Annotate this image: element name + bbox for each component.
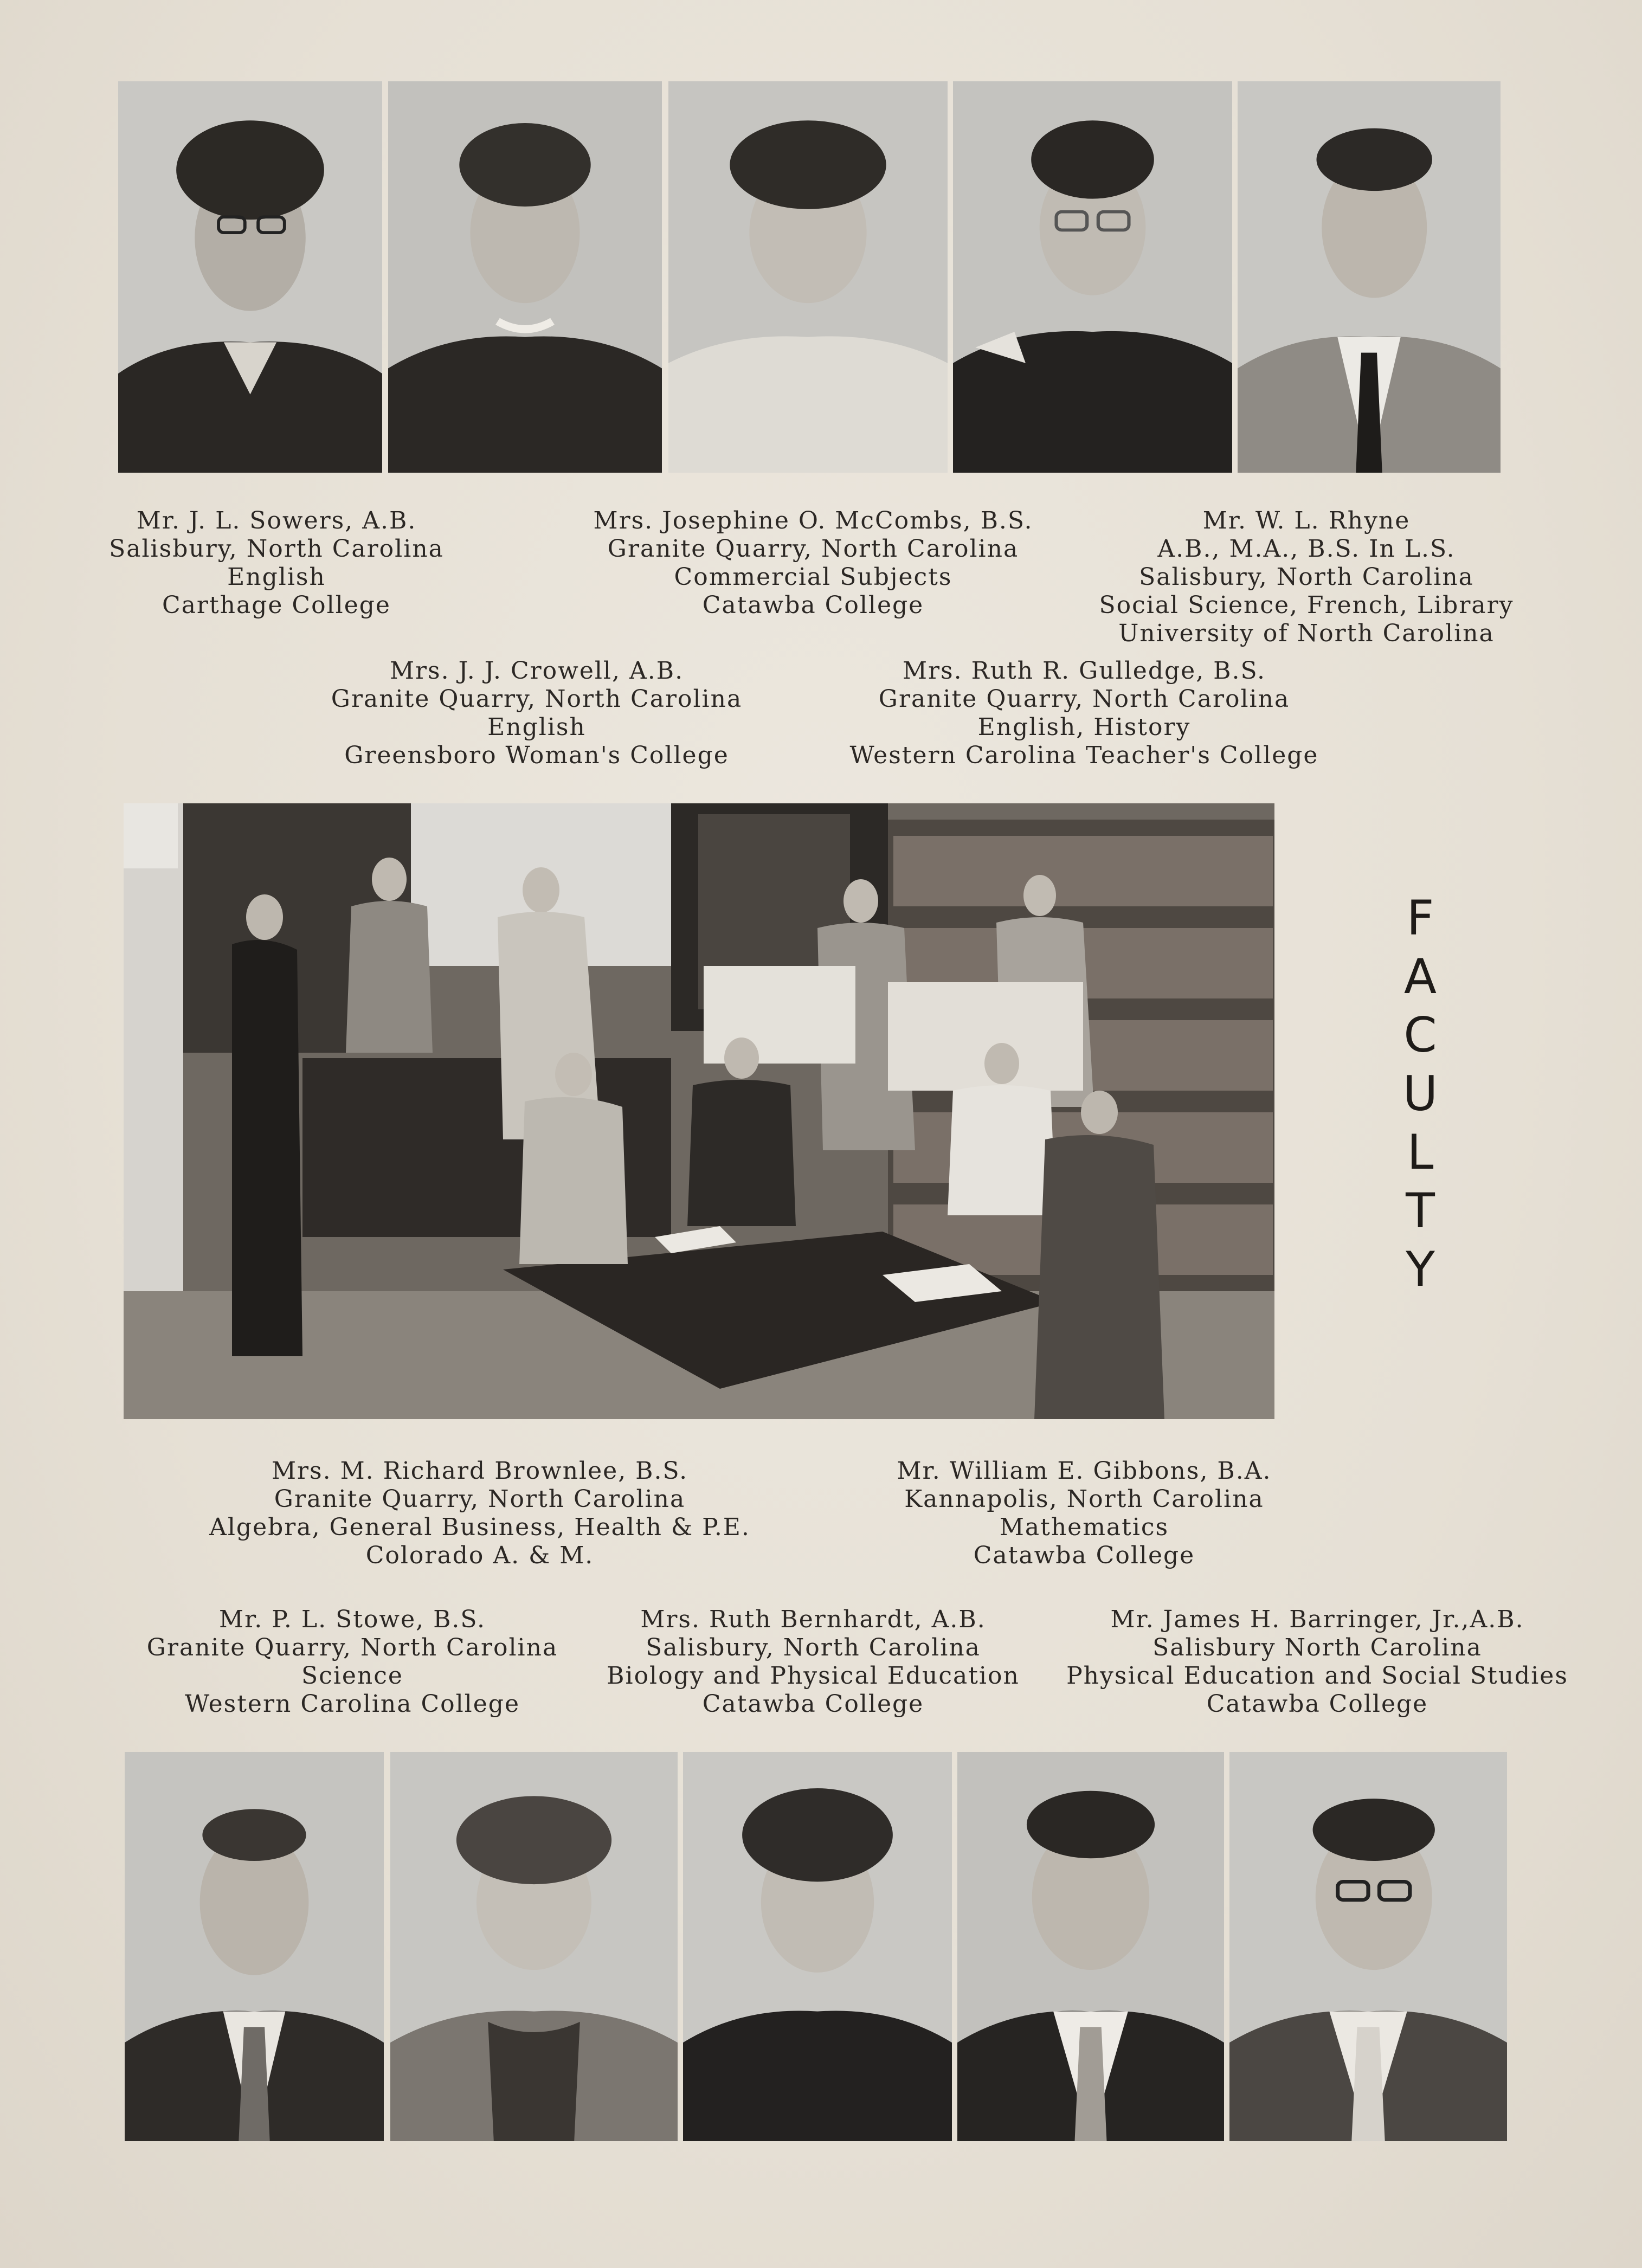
caption-subject: Algebra, General Business, Health & P.E. [209,1513,750,1541]
caption-college: Western Carolina College [184,1690,520,1718]
caption-city: Kannapolis, North Carolina [904,1485,1264,1513]
caption-barringer [1046,1606,1588,1718]
caption-name: Mr. James H. Barringer, Jr.,A.B. [1110,1606,1524,1633]
caption-degrees: A.B., M.A., B.S. In L.S. [1157,535,1456,563]
title-letter: T [1406,1183,1435,1239]
caption-city: Granite Quarry, North Carolina [146,1634,558,1661]
caption-city: Salisbury North Carolina [1152,1634,1482,1661]
portrait-bottom-3 [683,1752,952,2141]
caption-college: Catawba College [702,591,924,619]
caption-brownlee [163,1457,797,1570]
caption-college: Western Carolina Teacher's College [849,742,1319,769]
caption-subject: Social Science, French, Library [1099,591,1514,619]
caption-gibbons [846,1457,1323,1570]
portrait-top-4 [953,81,1232,473]
caption-subject: English, History [977,713,1191,741]
title-letter: U [1402,1066,1438,1122]
caption-subject: Mathematics [999,1513,1169,1541]
caption-subject: English [227,563,326,591]
caption-college: Colorado A. & M. [365,1542,594,1569]
portrait-bottom-1 [125,1752,384,2141]
caption-crowell [304,657,770,770]
portrait-top-3 [668,81,948,473]
caption-college: Carthage College [162,591,391,619]
title-letter: L [1407,1124,1434,1180]
portrait-top-5 [1238,81,1501,473]
caption-name: Mr. J. L. Sowers, A.B. [136,507,417,534]
caption-gulledge [813,657,1355,770]
caption-city: Salisbury, North Carolina [109,535,444,563]
caption-city: Salisbury, North Carolina [1139,563,1474,591]
portrait-bottom-2 [390,1752,678,2141]
title-letter: C [1403,1007,1437,1063]
caption-city: Granite Quarry, North Carolina [607,535,1019,563]
portrait-bottom-5 [1229,1752,1507,2141]
caption-college: Greensboro Woman's College [344,742,729,769]
caption-college: University of North Carolina [1118,620,1495,647]
caption-name: Mr. W. L. Rhyne [1202,507,1411,534]
caption-subject: English [487,713,586,741]
caption-bernhardt [591,1606,1035,1718]
caption-name: Mr. P. L. Stowe, B.S. [219,1606,486,1633]
caption-sowers [87,507,466,620]
faculty-group-photo [124,803,1274,1419]
caption-college: Catawba College [973,1542,1195,1569]
caption-subject: Physical Education and Social Studies [1066,1662,1568,1690]
title-letter: A [1403,949,1437,1004]
portrait-bottom-4 [957,1752,1224,2141]
caption-stowe [119,1606,585,1718]
caption-city: Granite Quarry, North Carolina [878,685,1290,713]
caption-name: Mr. William E. Gibbons, B.A. [897,1457,1272,1485]
section-title-faculty [1390,889,1450,1299]
title-letter: F [1406,890,1434,946]
caption-college: Catawba College [1206,1690,1428,1718]
caption-college: Catawba College [702,1690,924,1718]
title-letter: Y [1406,1241,1435,1297]
caption-subject: Commercial Subjects [674,563,952,591]
caption-city: Granite Quarry, North Carolina [331,685,743,713]
caption-name: Mrs. J. J. Crowell, A.B. [389,657,684,685]
caption-subject: Biology and Physical Education [607,1662,1020,1690]
caption-city: Salisbury, North Carolina [646,1634,981,1661]
portrait-top-2 [388,81,662,473]
caption-rhyne [1068,507,1545,648]
caption-name: Mrs. M. Richard Brownlee, B.S. [271,1457,688,1485]
caption-name: Mrs. Josephine O. McCombs, B.S. [593,507,1033,534]
portrait-top-1 [118,81,382,473]
caption-city: Granite Quarry, North Carolina [274,1485,686,1513]
caption-subject: Science [301,1662,403,1690]
caption-name: Mrs. Ruth Bernhardt, A.B. [640,1606,986,1633]
caption-mccombs [564,507,1063,620]
caption-name: Mrs. Ruth R. Gulledge, B.S. [902,657,1266,685]
